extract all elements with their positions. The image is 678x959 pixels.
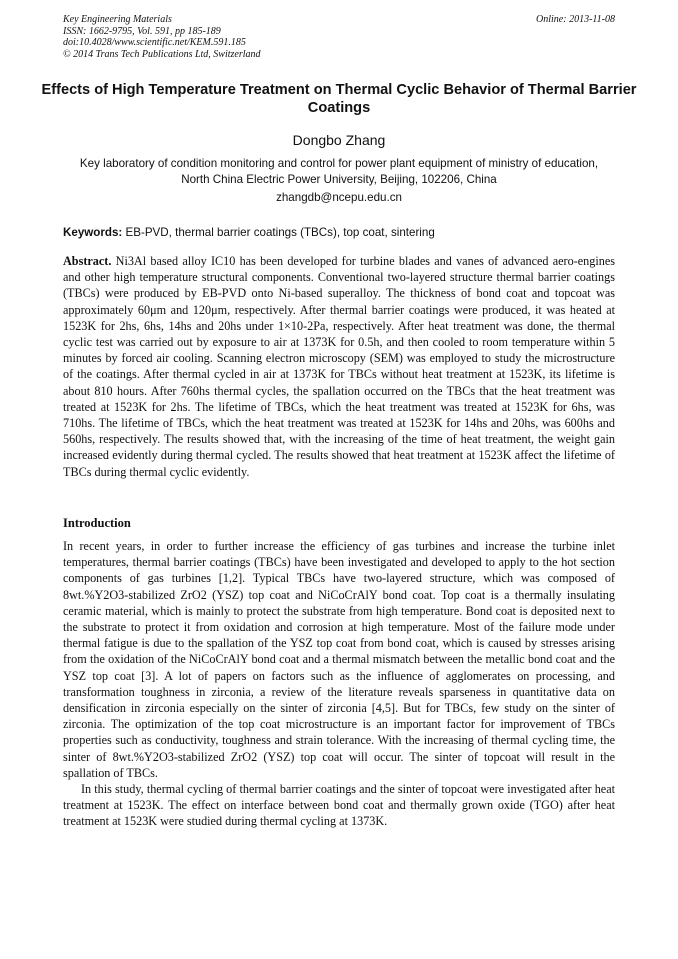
- journal-name: Key Engineering Materials: [63, 14, 172, 25]
- affiliation-line-2: North China Electric Power University, Beijing, 102206, China: [181, 173, 497, 186]
- journal-header: [63, 14, 615, 60]
- abstract: [63, 253, 615, 480]
- paper-title: Effects of High Temperature Treatment on Thermal Cyclic Behavior of Thermal Barrier Coatings: [41, 82, 637, 116]
- copyright-line: © 2014 Trans Tech Publications Ltd, Switzerland: [63, 48, 261, 60]
- section-heading-introduction: Introduction: [63, 516, 131, 530]
- abstract-text: Ni3Al based alloy IC10 has been developed for turbine blades and vanes of advanced aero-engines and other high temperature structural components. Conventional two-layered structure thermal barrier coatings (TBCs) were produced by EB-PVD onto Ni-based superalloy. The thickness of bond coat and topcoat was approximately 60μm and 120μm, respectively. After thermal barrier coatings were produced, it was heated at 1523K for 2hs, 6hs, 14hs and 20hs under 1×10-2Pa, respectively. After heat treatment was done, the thermal cyclic test was carried out by exposure to air at 1373K for 0.5h, and then cooled to room temperature within 5 minutes by forced air cooling. Scanning electron microscopy (SEM) was employed to study the microstructure of the coatings. After thermal cycled in air at 1373K for TBCs without heat treatment at 1523K, its lifetime is about 810 hours. After 760hs thermal cycles, the spallation occurred on the TBCs that the heat treatment was treated at 1523K for 2hs. The lifetime of TBCs, which the heat treatment was treated at 1523K for 6hs, was 710hs. The lifetime of TBCs, which the heat treatment was treated at 1523K for 14hs and 20hs, was 600hs and 560hs, respectively. The results showed that, with the increasing of the time of heat treatment, the weight gain increased evidently during thermal cycled. The results showed that heat treatment at 1523K affect the lifetime of TBCs during thermal cyclic evidently.: [63, 254, 615, 479]
- keywords-label: Keywords:: [63, 226, 123, 239]
- introduction-body: [63, 538, 615, 830]
- affiliation-line-1: Key laboratory of condition monitoring and control for power plant equipment of ministry of education,: [79, 157, 599, 170]
- keywords-text: EB-PVD, thermal barrier coatings (TBCs), top coat, sintering: [122, 226, 435, 239]
- author-email: zhangdb@ncepu.edu.cn: [276, 191, 402, 204]
- introduction-paragraph-2: In this study, thermal cycling of thermal barrier coatings and the sinter of topcoat were investigated after heat treatment at 1523K. The effect on interface between bond coat and thermally grown oxide (TGO) after heat treatment at 1523K were studied during thermal cycling at 1373K.: [63, 782, 615, 829]
- author-name: Dongbo Zhang: [292, 132, 386, 148]
- online-date: Online: 2013-11-08: [536, 14, 615, 25]
- abstract-label: Abstract.: [63, 254, 112, 268]
- affiliation: [40, 156, 638, 188]
- introduction-paragraph-1: In recent years, in order to further increase the efficiency of gas turbines and increase the turbine inlet temperatures, thermal barrier coatings (TBCs) have been investigated and developed to apply to the hot section components of gas turbines [1,2]. Typical TBCs have two-layered structure, which was composed of 8wt.%Y2O3-stabilized ZrO2 (YSZ) top coat and NiCoCrAlY bond coat. Top coat is a thermally insulating ceramic material, which is mainly to protect the substrate from high temperature. Bond coat is deposited next to the substrate to protect it from oxidation and corrosion at high temperature. Most of the failure mode under thermal fatigue is due to the spallation of the YSZ top coat from bond coat, which is caused by stresses arising from the oxidation of the NiCoCrAlY bond coat and a thermal mismatch between the metallic bond coat and the YSZ top coat [3]. A lot of papers on factors such as the influence of agglomerates on processing, and transformation toughness in zirconia, a review of the literature reveals sparseness in quantitative data on densification in zirconia especially on the sinter of zirconia [4,5]. But for TBCs, few study on the sinter of zirconia. The optimization of the top coat microstructure is an important factor for improvement of TBCs properties such as conductivity, toughness and strain tolerance. With the increasing of thermal cycling time, the sinter of 8wt.%Y2O3-stabilized ZrO2 (YSZ) top coat will occur. The sinter of topcoat will result in the spallation of TBCs.: [63, 539, 615, 780]
- doi-line: doi:10.4028/www.scientific.net/KEM.591.185: [63, 37, 246, 48]
- keywords: [63, 226, 615, 239]
- issn-line: ISSN: 1662-9795, Vol. 591, pp 185-189: [63, 25, 221, 37]
